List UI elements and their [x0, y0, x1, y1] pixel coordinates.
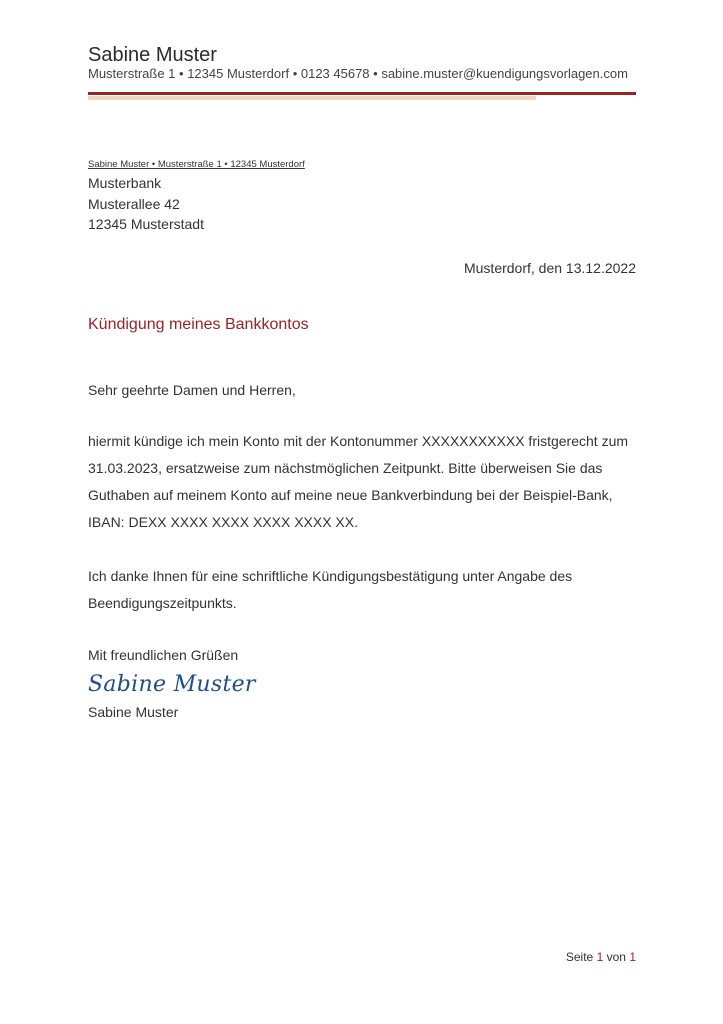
footer-total-pages: 1 [629, 950, 636, 964]
footer-of-word: von [606, 950, 626, 964]
subject-line: Kündigung meines Bankkontos [88, 316, 309, 333]
body-paragraph-2 [88, 563, 638, 617]
sender-name: Sabine Muster [88, 44, 217, 66]
recipient-city: 12345 Musterstadt [88, 216, 204, 232]
footer-current-page: 1 [596, 950, 604, 964]
signer-name: Sabine Muster [88, 704, 179, 720]
sender-contact-line: Musterstraße 1 • 12345 Musterdorf • 0123 45678 • sabine.muster@kuendigungsvorlagen.com [88, 66, 628, 81]
handwritten-signature: Sabine Muster [88, 672, 256, 697]
recipient-address [88, 173, 204, 235]
paragraph-line: Guthaben auf meinem Konto auf meine neue Bankverbindung bei der Beispiel-Bank, [88, 487, 613, 503]
recipient-name: Musterbank [88, 175, 162, 191]
return-address-line: Sabine Muster • Musterstraße 1 • 12345 Musterdorf [88, 159, 305, 170]
paragraph-line: Ich danke Ihnen für eine schriftliche Kündigungsbestätigung unter Angabe des [88, 568, 573, 584]
closing-greeting: Mit freundlichen Grüßen [88, 647, 239, 663]
page-footer [566, 950, 636, 964]
footer-page-word: Seite [565, 950, 594, 964]
paragraph-line: 31.03.2023, ersatzweise zum nächstmöglichen Zeitpunkt. Bitte überweisen Sie das [88, 460, 603, 476]
recipient-street: Musterallee 42 [88, 195, 180, 212]
date-line: Musterdorf, den 13.12.2022 [463, 260, 636, 276]
header-rule-beige [88, 96, 536, 100]
header-rule-red [88, 92, 636, 95]
paragraph-line: Beendigungszeitpunkts. [88, 595, 237, 611]
paragraph-line: hiermit kündige ich mein Konto mit der Kontonummer XXXXXXXXXXX fristgerecht zum [88, 433, 629, 449]
salutation: Sehr geehrte Damen und Herren, [88, 382, 296, 398]
paragraph-line: IBAN: DEXX XXXX XXXX XXXX XXXX XX. [88, 514, 358, 530]
body-paragraph-1 [88, 428, 638, 536]
